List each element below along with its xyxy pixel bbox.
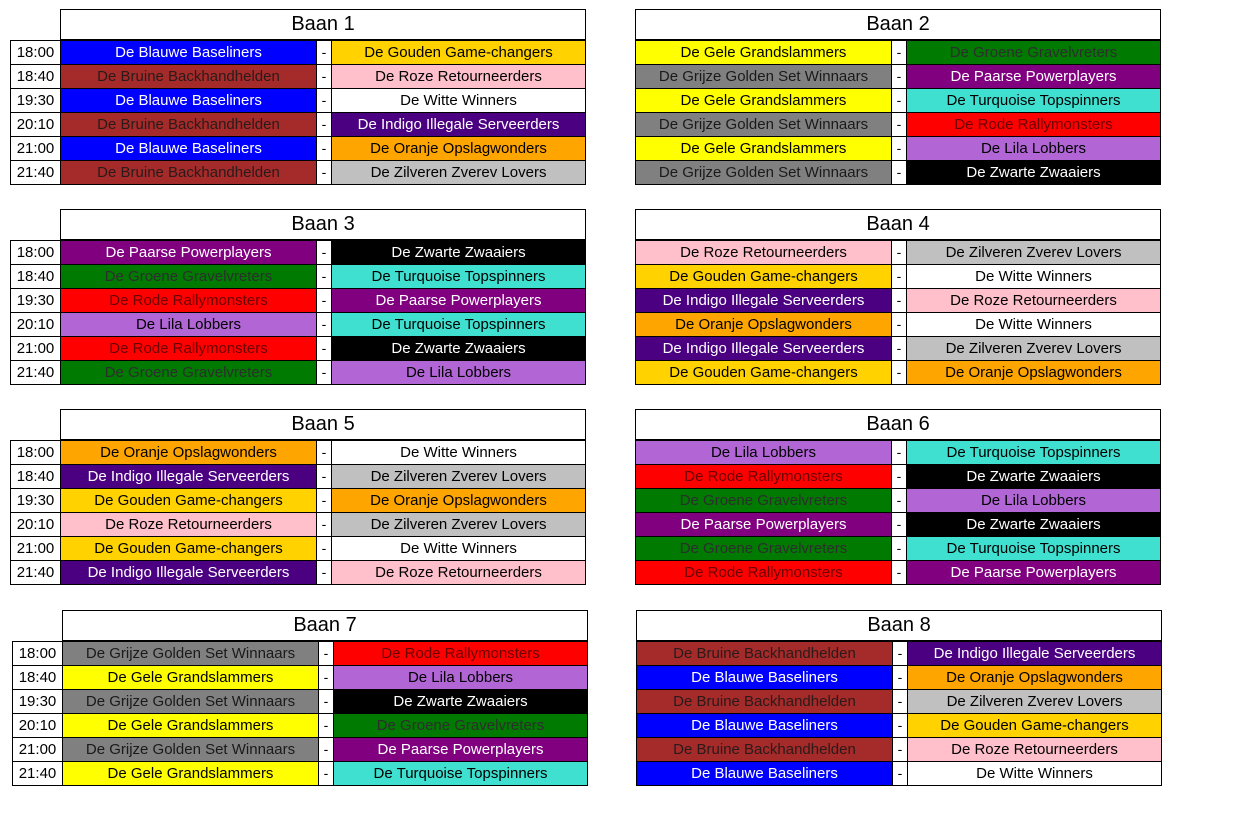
match-row [11, 240, 586, 265]
court-title: Baan 8 [637, 611, 1162, 642]
home-team: De Oranje Opslagwonders [61, 440, 317, 465]
away-team: De Zilveren Zverev Lovers [907, 240, 1161, 265]
home-team: De Grijze Golden Set Winnaars [636, 113, 892, 137]
home-team: De Gele Grandslammers [63, 762, 319, 786]
versus-separator: - [319, 762, 334, 786]
versus-separator: - [317, 161, 332, 185]
court-title: Baan 7 [63, 611, 588, 642]
home-team: De Bruine Backhandhelden [61, 113, 317, 137]
away-team: De Zwarte Zwaaiers [332, 240, 586, 265]
match-time: 19:30 [11, 289, 61, 313]
match-row [11, 137, 586, 161]
match-time: 18:40 [13, 666, 63, 690]
match-time: 21:00 [11, 137, 61, 161]
home-team: De Bruine Backhandhelden [61, 65, 317, 89]
versus-separator: - [892, 489, 907, 513]
home-team: De Bruine Backhandhelden [637, 690, 893, 714]
away-team: De Roze Retourneerders [908, 738, 1162, 762]
versus-separator: - [892, 313, 907, 337]
court-baan-6 [635, 409, 1160, 585]
home-team: De Bruine Backhandhelden [61, 161, 317, 185]
court-baan-2 [635, 9, 1160, 185]
away-team: De Lila Lobbers [334, 666, 588, 690]
away-team: De Lila Lobbers [907, 489, 1161, 513]
match-row [637, 690, 1162, 714]
away-team: De Roze Retourneerders [907, 289, 1161, 313]
away-team: De Witte Winners [907, 313, 1161, 337]
home-team: De Indigo Illegale Serveerders [636, 337, 892, 361]
away-team: De Zwarte Zwaaiers [332, 337, 586, 361]
court-title: Baan 1 [61, 10, 586, 41]
versus-separator: - [317, 361, 332, 385]
away-team: De Oranje Opslagwonders [332, 137, 586, 161]
match-row [11, 265, 586, 289]
away-team: De Gouden Game-changers [908, 714, 1162, 738]
match-row [636, 161, 1161, 185]
match-time: 20:10 [11, 113, 61, 137]
home-team: De Oranje Opslagwonders [636, 313, 892, 337]
match-row [636, 361, 1161, 385]
versus-separator: - [892, 265, 907, 289]
away-team: De Zwarte Zwaaiers [907, 513, 1161, 537]
match-row [13, 641, 588, 666]
home-team: De Groene Gravelvreters [636, 537, 892, 561]
match-time: 21:40 [11, 161, 61, 185]
away-team: De Zilveren Zverev Lovers [332, 161, 586, 185]
match-row [637, 738, 1162, 762]
away-team: De Turquoise Topspinners [907, 537, 1161, 561]
match-time: 21:40 [13, 762, 63, 786]
home-team: De Rode Rallymonsters [61, 337, 317, 361]
away-team: De Gouden Game-changers [332, 40, 586, 65]
match-time: 21:00 [11, 537, 61, 561]
corner-cell [11, 410, 61, 441]
home-team: De Gele Grandslammers [636, 89, 892, 113]
court-baan-5 [10, 409, 585, 585]
home-team: De Blauwe Baseliners [637, 666, 893, 690]
match-row [11, 361, 586, 385]
match-time: 18:00 [11, 240, 61, 265]
home-team: De Groene Gravelvreters [636, 489, 892, 513]
versus-separator: - [892, 65, 907, 89]
home-team: De Roze Retourneerders [61, 513, 317, 537]
match-row [11, 65, 586, 89]
versus-separator: - [317, 489, 332, 513]
court-baan-4 [635, 209, 1160, 385]
schedule-table [10, 9, 586, 185]
away-team: De Turquoise Topspinners [332, 313, 586, 337]
versus-separator: - [317, 137, 332, 161]
court-baan-7 [12, 610, 587, 786]
versus-separator: - [317, 240, 332, 265]
home-team: De Rode Rallymonsters [636, 465, 892, 489]
away-team: De Witte Winners [908, 762, 1162, 786]
versus-separator: - [317, 40, 332, 65]
versus-separator: - [892, 465, 907, 489]
versus-separator: - [317, 113, 332, 137]
versus-separator: - [893, 690, 908, 714]
home-team: De Grijze Golden Set Winnaars [636, 161, 892, 185]
corner-cell [13, 611, 63, 642]
match-row [636, 440, 1161, 465]
corner-cell [11, 10, 61, 41]
match-time: 18:00 [11, 440, 61, 465]
versus-separator: - [317, 561, 332, 585]
home-team: De Paarse Powerplayers [636, 513, 892, 537]
match-row [11, 113, 586, 137]
match-row [636, 313, 1161, 337]
match-row [13, 714, 588, 738]
away-team: De Witte Winners [332, 440, 586, 465]
home-team: De Indigo Illegale Serveerders [61, 465, 317, 489]
court-title: Baan 6 [636, 410, 1161, 441]
away-team: De Indigo Illegale Serveerders [908, 641, 1162, 666]
home-team: De Groene Gravelvreters [61, 265, 317, 289]
match-row [11, 313, 586, 337]
home-team: De Grijze Golden Set Winnaars [63, 738, 319, 762]
match-row [11, 89, 586, 113]
home-team: De Grijze Golden Set Winnaars [63, 690, 319, 714]
versus-separator: - [317, 65, 332, 89]
match-row [11, 440, 586, 465]
away-team: De Indigo Illegale Serveerders [332, 113, 586, 137]
home-team: De Bruine Backhandhelden [637, 641, 893, 666]
schedule-table [636, 610, 1162, 786]
versus-separator: - [317, 513, 332, 537]
home-team: De Lila Lobbers [636, 440, 892, 465]
match-row [11, 40, 586, 65]
corner-cell [11, 210, 61, 241]
away-team: De Zilveren Zverev Lovers [332, 465, 586, 489]
home-team: De Groene Gravelvreters [61, 361, 317, 385]
versus-separator: - [892, 289, 907, 313]
away-team: De Zilveren Zverev Lovers [908, 690, 1162, 714]
match-time: 21:00 [13, 738, 63, 762]
home-team: De Blauwe Baseliners [61, 40, 317, 65]
match-time: 18:00 [13, 641, 63, 666]
home-team: De Gele Grandslammers [63, 714, 319, 738]
home-team: De Lila Lobbers [61, 313, 317, 337]
versus-separator: - [317, 265, 332, 289]
schedule-table [635, 9, 1161, 185]
match-time: 19:30 [13, 690, 63, 714]
versus-separator: - [892, 89, 907, 113]
versus-separator: - [317, 337, 332, 361]
home-team: De Grijze Golden Set Winnaars [636, 65, 892, 89]
match-time: 18:40 [11, 265, 61, 289]
versus-separator: - [893, 714, 908, 738]
match-row [11, 537, 586, 561]
court-title: Baan 2 [636, 10, 1161, 41]
home-team: De Blauwe Baseliners [637, 762, 893, 786]
away-team: De Groene Gravelvreters [907, 40, 1161, 65]
away-team: De Zwarte Zwaaiers [334, 690, 588, 714]
match-row [13, 762, 588, 786]
versus-separator: - [319, 666, 334, 690]
match-time: 21:40 [11, 561, 61, 585]
away-team: De Paarse Powerplayers [907, 561, 1161, 585]
match-row [11, 337, 586, 361]
away-team: De Rode Rallymonsters [907, 113, 1161, 137]
versus-separator: - [892, 137, 907, 161]
match-row [636, 561, 1161, 585]
home-team: De Gouden Game-changers [61, 537, 317, 561]
versus-separator: - [893, 762, 908, 786]
home-team: De Blauwe Baseliners [637, 714, 893, 738]
versus-separator: - [892, 440, 907, 465]
away-team: De Paarse Powerplayers [907, 65, 1161, 89]
versus-separator: - [317, 313, 332, 337]
match-row [11, 161, 586, 185]
away-team: De Lila Lobbers [907, 137, 1161, 161]
versus-separator: - [893, 666, 908, 690]
match-time: 21:40 [11, 361, 61, 385]
away-team: De Oranje Opslagwonders [908, 666, 1162, 690]
home-team: De Rode Rallymonsters [636, 561, 892, 585]
versus-separator: - [319, 690, 334, 714]
versus-separator: - [892, 513, 907, 537]
away-team: De Turquoise Topspinners [907, 440, 1161, 465]
versus-separator: - [893, 641, 908, 666]
match-row [11, 561, 586, 585]
versus-separator: - [319, 738, 334, 762]
court-title: Baan 3 [61, 210, 586, 241]
versus-separator: - [892, 337, 907, 361]
versus-separator: - [317, 465, 332, 489]
schedule-table [12, 610, 588, 786]
away-team: De Roze Retourneerders [332, 561, 586, 585]
match-row [13, 690, 588, 714]
home-team: De Blauwe Baseliners [61, 89, 317, 113]
match-row [636, 489, 1161, 513]
away-team: De Witte Winners [332, 89, 586, 113]
away-team: De Zilveren Zverev Lovers [332, 513, 586, 537]
match-row [636, 465, 1161, 489]
versus-separator: - [892, 40, 907, 65]
versus-separator: - [892, 361, 907, 385]
match-time: 18:40 [11, 65, 61, 89]
home-team: De Gouden Game-changers [636, 265, 892, 289]
match-row [13, 738, 588, 762]
away-team: De Lila Lobbers [332, 361, 586, 385]
home-team: De Indigo Illegale Serveerders [636, 289, 892, 313]
home-team: De Gouden Game-changers [61, 489, 317, 513]
match-row [11, 465, 586, 489]
away-team: De Turquoise Topspinners [332, 265, 586, 289]
versus-separator: - [319, 641, 334, 666]
match-row [636, 537, 1161, 561]
match-time: 20:10 [13, 714, 63, 738]
court-title: Baan 4 [636, 210, 1161, 241]
match-row [13, 666, 588, 690]
home-team: De Paarse Powerplayers [61, 240, 317, 265]
home-team: De Blauwe Baseliners [61, 137, 317, 161]
versus-separator: - [892, 113, 907, 137]
home-team: De Gele Grandslammers [636, 40, 892, 65]
match-time: 21:00 [11, 337, 61, 361]
schedule-table [10, 409, 586, 585]
away-team: De Zwarte Zwaaiers [907, 161, 1161, 185]
match-row [637, 762, 1162, 786]
away-team: De Roze Retourneerders [332, 65, 586, 89]
versus-separator: - [892, 537, 907, 561]
home-team: De Bruine Backhandhelden [637, 738, 893, 762]
court-title: Baan 5 [61, 410, 586, 441]
match-row [636, 40, 1161, 65]
home-team: De Rode Rallymonsters [61, 289, 317, 313]
match-row [636, 337, 1161, 361]
versus-separator: - [317, 289, 332, 313]
court-baan-1 [10, 9, 585, 185]
schedule-table [10, 209, 586, 385]
match-row [636, 113, 1161, 137]
match-time: 18:40 [11, 465, 61, 489]
match-row [637, 714, 1162, 738]
home-team: De Gele Grandslammers [636, 137, 892, 161]
away-team: De Oranje Opslagwonders [907, 361, 1161, 385]
versus-separator: - [317, 537, 332, 561]
match-row [636, 65, 1161, 89]
match-time: 20:10 [11, 513, 61, 537]
schedule-table [635, 409, 1161, 585]
home-team: De Gele Grandslammers [63, 666, 319, 690]
match-row [636, 289, 1161, 313]
match-row [637, 641, 1162, 666]
away-team: De Witte Winners [907, 265, 1161, 289]
versus-separator: - [893, 738, 908, 762]
away-team: De Turquoise Topspinners [334, 762, 588, 786]
away-team: De Rode Rallymonsters [334, 641, 588, 666]
schedule-table [635, 209, 1161, 385]
versus-separator: - [319, 714, 334, 738]
match-time: 20:10 [11, 313, 61, 337]
versus-separator: - [317, 440, 332, 465]
match-row [636, 240, 1161, 265]
court-baan-3 [10, 209, 585, 385]
court-baan-8 [636, 610, 1161, 786]
away-team: De Witte Winners [332, 537, 586, 561]
home-team: De Gouden Game-changers [636, 361, 892, 385]
match-time: 18:00 [11, 40, 61, 65]
match-row [11, 513, 586, 537]
match-time: 19:30 [11, 489, 61, 513]
versus-separator: - [892, 240, 907, 265]
match-row [11, 289, 586, 313]
away-team: De Paarse Powerplayers [332, 289, 586, 313]
match-row [636, 89, 1161, 113]
match-row [636, 137, 1161, 161]
away-team: De Paarse Powerplayers [334, 738, 588, 762]
away-team: De Oranje Opslagwonders [332, 489, 586, 513]
match-row [11, 489, 586, 513]
away-team: De Zilveren Zverev Lovers [907, 337, 1161, 361]
home-team: De Grijze Golden Set Winnaars [63, 641, 319, 666]
match-row [636, 513, 1161, 537]
home-team: De Roze Retourneerders [636, 240, 892, 265]
home-team: De Indigo Illegale Serveerders [61, 561, 317, 585]
away-team: De Groene Gravelvreters [334, 714, 588, 738]
away-team: De Turquoise Topspinners [907, 89, 1161, 113]
match-time: 19:30 [11, 89, 61, 113]
versus-separator: - [892, 161, 907, 185]
match-row [637, 666, 1162, 690]
versus-separator: - [317, 89, 332, 113]
match-row [636, 265, 1161, 289]
versus-separator: - [892, 561, 907, 585]
away-team: De Zwarte Zwaaiers [907, 465, 1161, 489]
